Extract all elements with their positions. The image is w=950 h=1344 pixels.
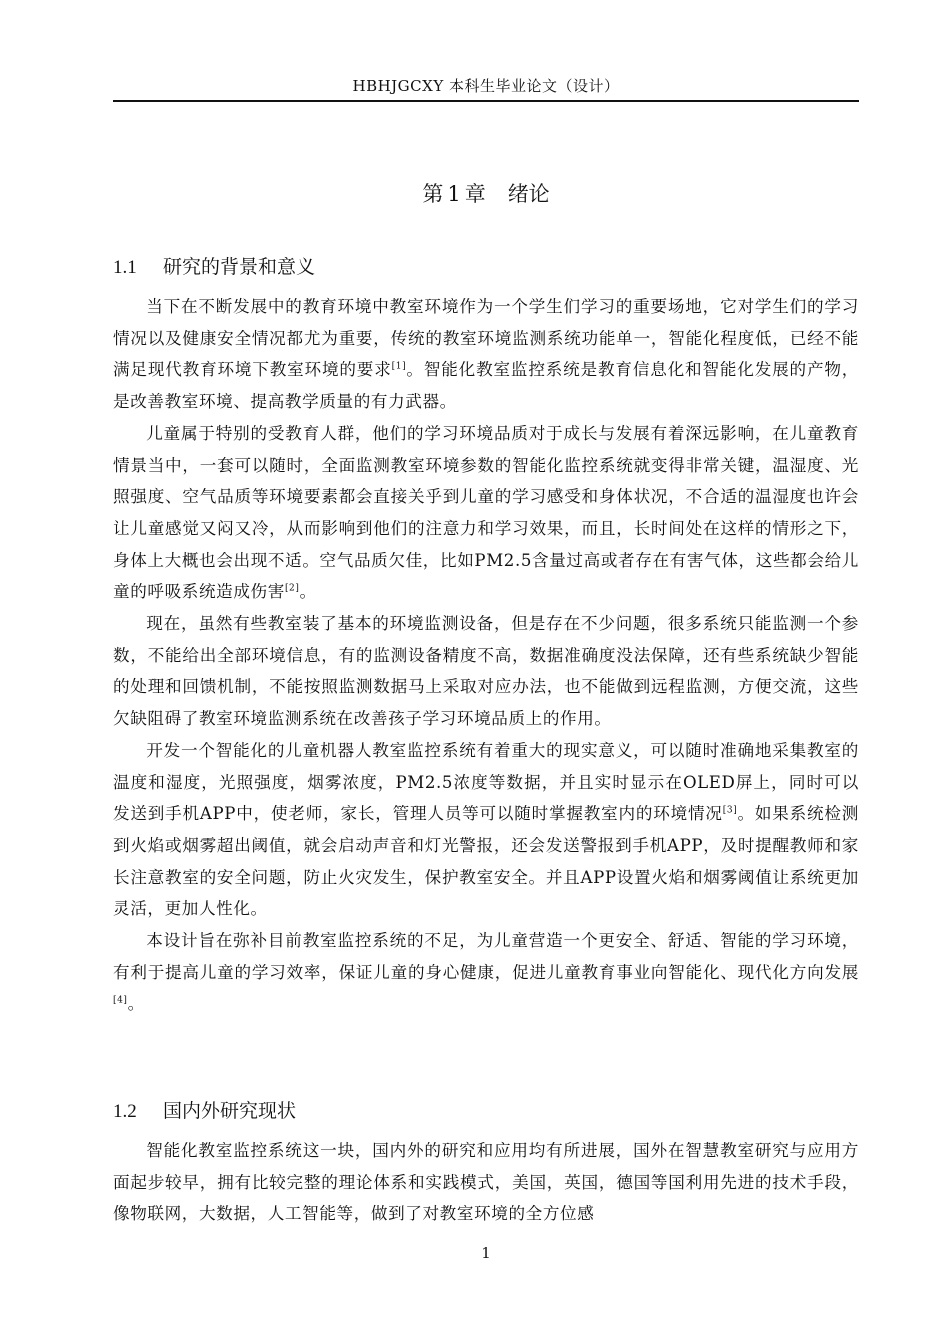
- citation-ref: [3]: [722, 805, 738, 816]
- paragraph: [113, 291, 859, 418]
- running-header: [113, 76, 859, 96]
- paragraph-text: 现在，虽然有些教室装了基本的环境监测设备，但是存在不少问题，很多系统只能监测一个参数，不能给出全部环境信息，有的监测设备精度不高，数据准确度没法保障，还有些系统缺少智能的处理和回馈机制，不能按照监测数据马上采取对应办法，也不能做到远程监测，方便交流，这些欠缺阻碍了教室环境监测系统在改善孩子学习环境品质上的作用。: [113, 614, 859, 729]
- paragraph-text: 本设计旨在弥补目前教室监控系统的不足，为儿童营造一个更安全、舒适、智能的学习环境，有利于提高儿童的学习效率，保证儿童的身心健康，促进儿童教育事业向智能化、现代化方向发展: [113, 931, 859, 982]
- paragraph: [113, 418, 859, 608]
- section-heading-1-1: [113, 252, 315, 283]
- chapter-suffix: 章: [464, 182, 486, 206]
- citation-ref: [1]: [391, 361, 407, 372]
- section-heading-1-2: [113, 1096, 296, 1127]
- section-body-1-1: [113, 291, 859, 1020]
- paragraph-text: 。如果系统检测到火焰或烟雾超出阈值，就会启动声音和灯光警报，还会发送警报到手机APP，及时提醒教师和家长注意教室的安全问题，防止火灾发生，保护教室安全。并且APP设置火焰和烟雾阈值让系统更加灵活，更加人性化。: [113, 804, 859, 919]
- section-number: 1.1: [113, 257, 137, 278]
- paragraph-text: 。: [127, 994, 145, 1014]
- citation-ref: [4]: [113, 995, 128, 1006]
- paragraph-text: 。: [299, 582, 317, 602]
- section-body-1-2: [113, 1135, 859, 1230]
- page-number-text: 1: [481, 1244, 491, 1262]
- paragraph-text: 开发一个智能化的儿童机器人教室监控系统有着重大的现实意义，可以随时准确地采集教室的温度和湿度，光照强度，烟雾浓度，PM2.5浓度等数据，并且实时显示在OLED屏上，同时可以发送到手机APP中，使老师，家长，管理人员等可以随时掌握教室内的环境情况: [113, 740, 859, 824]
- citation-ref: [2]: [284, 583, 300, 594]
- paragraph: [113, 1135, 859, 1230]
- paragraph-text: 儿童属于特别的受教育人群，他们的学习环境品质对于成长与发展有着深远影响，在儿童教育情景当中，一套可以随时，全面监测教室环境参数的智能化监控系统就变得非常关键，温湿度、光照强度、空气品质等环境要素都会直接关乎到儿童的学习感受和身体状况，不合适的温湿度也许会让儿童感觉又闷又冷，从而影响到他们的注意力和学习效果，而且，长时间处在这样的情形之下，身体上大概也会出现不适。空气品质欠佳，比如PM2.5含量过高或者存在有害气体，这些都会给儿童的呼吸系统造成伤害: [113, 423, 859, 602]
- section-title-text: 国内外研究现状: [163, 1100, 297, 1122]
- chapter-prefix: 第: [422, 182, 444, 206]
- chapter-name: 绪论: [507, 182, 550, 206]
- section-number: 1.2: [113, 1101, 137, 1122]
- paragraph-text: 当下在不断发展中的教育环境中教室环境作为一个学生们学习的重要场地，它对学生们的学习情况以及健康安全情况都尤为重要，传统的教室环境监测系统功能单一，智能化程度低，已经不能满足现代教育环境下教室环境的要求: [113, 297, 859, 380]
- paragraph-text: 。智能化教室监控系统是教育信息化和智能化发展的产物，是改善教室环境、提高教学质量的有力武器。: [113, 360, 859, 412]
- header-rule: [113, 100, 859, 102]
- paragraph: [113, 925, 859, 1020]
- paragraph: [113, 608, 859, 735]
- chapter-number: 1: [447, 182, 461, 206]
- section-title-text: 研究的背景和意义: [163, 256, 316, 278]
- running-header-text: HBHJGCXY 本科生毕业论文（设计）: [352, 77, 620, 95]
- paragraph: [113, 735, 859, 925]
- paragraph-text: 智能化教室监控系统这一块，国内外的研究和应用均有所进展，国外在智慧教室研究与应用方面起步较早，拥有比较完整的理论体系和实践模式，美国，英国，德国等国利用先进的技术手段，像物联网，大数据，人工智能等，做到了对教室环境的全方位感: [113, 1141, 859, 1224]
- chapter-title: [113, 178, 859, 210]
- page-number: [113, 1244, 859, 1262]
